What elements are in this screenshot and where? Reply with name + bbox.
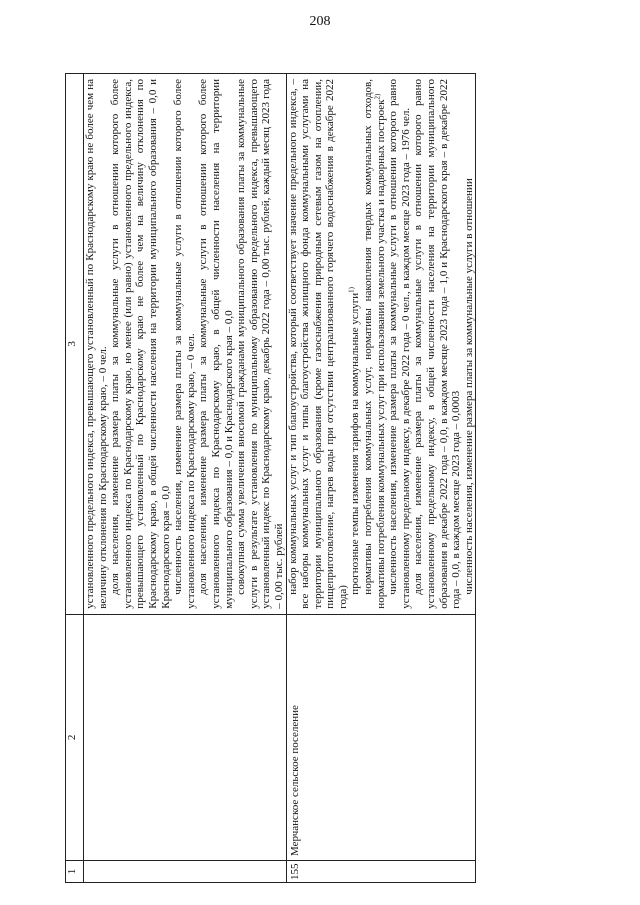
paragraph: численность населения, изменение размера платы за коммунальные услуги в отношении которого равно установленному предельному индексу, в декабре 2022 года – 0 чел., в каждом месяце 2023 года – 1976 чел.	[387, 79, 412, 609]
details-cell	[286, 74, 476, 615]
paragraph: численность населения, изменение размера платы за коммунальные услуги в отношении	[462, 178, 475, 595]
paragraph: нормативы потребления коммунальных услуг, нормативы накопления твердых коммунальных отходов, нормативы потребления коммунальных услуг при использовании земельного участка и надворных построек$^{2)}$	[362, 79, 387, 609]
footnote-marker: 1)	[347, 287, 356, 293]
paragraph: доля населения, изменение размера платы за коммунальные услуги в отношении которого более установленного индекса по Краснодарскому краю, в общей численности населения на территории муниципального образования – 0,0 и Краснодарского края – 0,0	[197, 79, 235, 609]
column-number: 1	[66, 860, 84, 882]
rotated-table-container	[65, 73, 625, 883]
data-table	[65, 73, 476, 883]
column-number: 3	[66, 74, 84, 615]
column-number: 2	[66, 614, 84, 860]
row-number-cell	[84, 860, 287, 882]
footnote-marker: 2)	[373, 93, 381, 100]
column-number-row	[66, 74, 84, 883]
row-number-cell: 155	[286, 860, 476, 882]
municipality-cell	[84, 614, 287, 860]
table-row	[84, 74, 287, 883]
paragraph: численность населения, изменение размера платы за коммунальные услуги в отношении которого более установленного индекса по Краснодарскому краю, – 0 чел.	[172, 79, 197, 609]
municipality-cell: Мерчанское сельское поселение	[286, 614, 476, 860]
details-cell	[84, 74, 287, 615]
table-row	[286, 74, 476, 883]
paragraph: совокупная сумма увеличения вносимой гражданами муниципального образования платы за коммунальные услуги в результате установления по муниципальному образованию предельного индекса, превышающего установленный индекс по Краснодарскому краю, декабрь 2022 года – 0,00 тыс. рублей, каждый месяц 2023 года – 0,00 тыс. рублей	[235, 79, 285, 609]
paragraph: прогнозные темпы изменения тарифов на коммунальные услуги$^{1)}$	[347, 287, 362, 595]
paragraph: доля населения, изменение размера платы за коммунальные услуги в отношении которого равно установленному предельному индексу, в общей численности населения на территории муниципального образования в декабре 2022 года – 0,0, в каждом месяце 2023 года – 1,0 и Краснодарского края – в декабре 2022 года – 0,0, в каждом месяце 2023 года – 0,0003	[412, 79, 463, 609]
paragraph: доля населения, изменение размера платы за коммунальные услуги в отношении которого более установленного индекса по Краснодарскому краю, но менее (или равно) установленного предельного индекса, превышающего установленный по Краснодарскому краю не более чем на величину отклонения по Краснодарскому краю, в общей численности населения на территории муниципального образования – 0,0 и Краснодарского края – 0,0	[109, 79, 172, 609]
paragraph: набор коммунальных услуг и тип благоустройства, который соответствует значение предельного индекса, – все наборы коммунальных услуг и типы благоустройства жилищного фонда коммунальными услугами на территории муниципального образования (кроме газоснабжения природным сетевым газом на отоплении, пищеприготовление, нагрев воды при отсутствии централизованного горячего водоснабжения в декабре 2022 года)	[286, 79, 349, 609]
paragraph: установленного предельного индекса, превышающего установленный по Краснодарскому краю не более чем на величину отклонения по Краснодарскому краю, – 0 чел.	[84, 79, 109, 609]
page-number: 208	[309, 14, 331, 29]
